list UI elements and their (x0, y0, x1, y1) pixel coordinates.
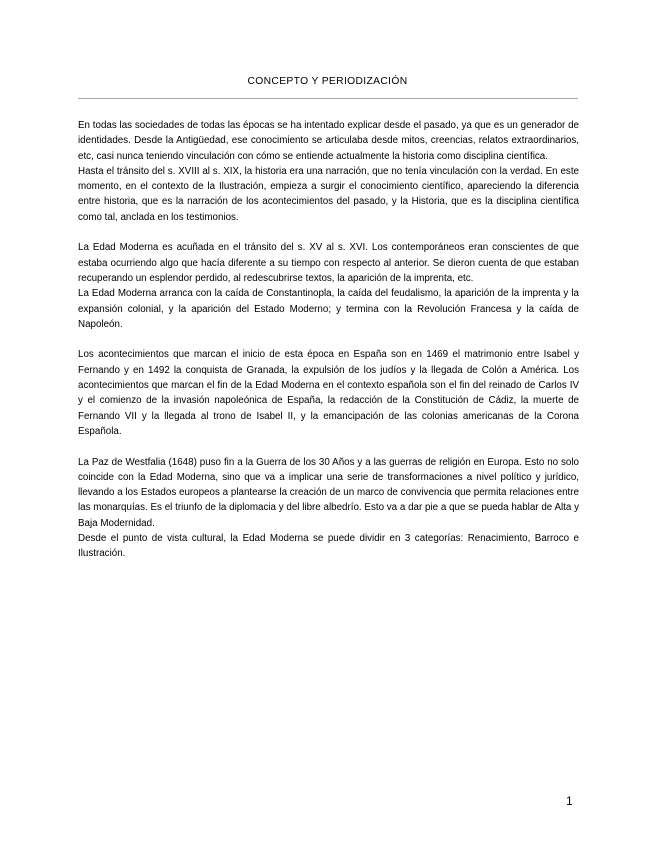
page-number: 1 (566, 794, 573, 808)
paragraph-7: Desde el punto de vista cultural, la Edad Moderna se puede dividir en 3 categorías: Renacimiento, Barroco e Ilustración. (78, 533, 579, 560)
paragraph-gap (78, 332, 579, 347)
paragraph-3: La Edad Moderna es acuñada en el tránsito del s. XV al s. XVI. Los contemporáneos eran conscientes de que estaba ocurriendo algo que hacía diferente a su tiempo con respecto al anterior. Se dieron cuenta de que estaban recuperando un esplendor perdido, al redescubrirse textos, la aparición de la imprenta, etc. (78, 242, 579, 284)
paragraph-gap (78, 439, 579, 454)
page-title: CONCEPTO Y PERIODIZACIÓN (247, 76, 408, 87)
paragraph-6: La Paz de Westfalia (1648) puso fin a la Guerra de los 30 Años y a las guerras de religión en Europa. Esto no solo coincide con la Edad Moderna, sino que va a implicar una serie de transformaciones a nivel político y jurídico, llevando a los Estados europeos a plantearse la creación de un marco de convivencia que permita relaciones entre las monarquías. Es el triunfo de la diplomacia y del libre albedrío. Esto va a dar pie a que se pueda hablar de Alta y Baja Modernidad. (78, 456, 579, 529)
paragraph-4: La Edad Moderna arranca con la caída de Constantinopla, la caída del feudalismo, la aparición de la imprenta y la expansión colonial, y la aparición del Estado Moderno; y termina con la Revolución Francesa y la caída de Napoleón. (78, 288, 579, 330)
body-text (78, 118, 579, 562)
paragraph-gap (78, 225, 579, 240)
paragraph-1: En todas las sociedades de todas las épocas se ha intentado explicar desde el pasado, ya que es un generador de identidades. Desde la Antigüedad, ese conocimiento se articulaba desde mitos, creencias, relatos extraordinarios, etc, casi nunca teniendo vinculación con cómo se entiende actualmente la historia como disciplina científica. (78, 120, 579, 162)
paragraph-2: Hasta el tránsito del s. XVIII al s. XIX, la historia era una narración, que no tenía vinculación con la verdad. En este momento, en el contexto de la Ilustración, empieza a surgir el conocimiento científico, apareciendo la diferencia entre historia, que es la narración de los acontecimientos del pasado, y la Historia, que es la disciplina científica como tal, anclada en los testimonios. (78, 165, 579, 223)
title-divider (78, 98, 578, 99)
paragraph-5: Los acontecimientos que marcan el inicio de esta época en España son en 1469 el matrimonio entre Isabel y Fernando y en 1492 la conquista de Granada, la expulsión de los judíos y la llegada de Colón a América. Los acontecimientos que marcan el fin de la Edad Moderna en el contexto española son el fin del reinado de Carlos IV y el comienzo de la invasión napoleónica de España, la redacción de la Constitución de Cádiz, la muerte de Fernando VII y la llegada al trono de Isabel II, y la emancipación de las colonias americanas de la Corona Española. (78, 349, 579, 437)
